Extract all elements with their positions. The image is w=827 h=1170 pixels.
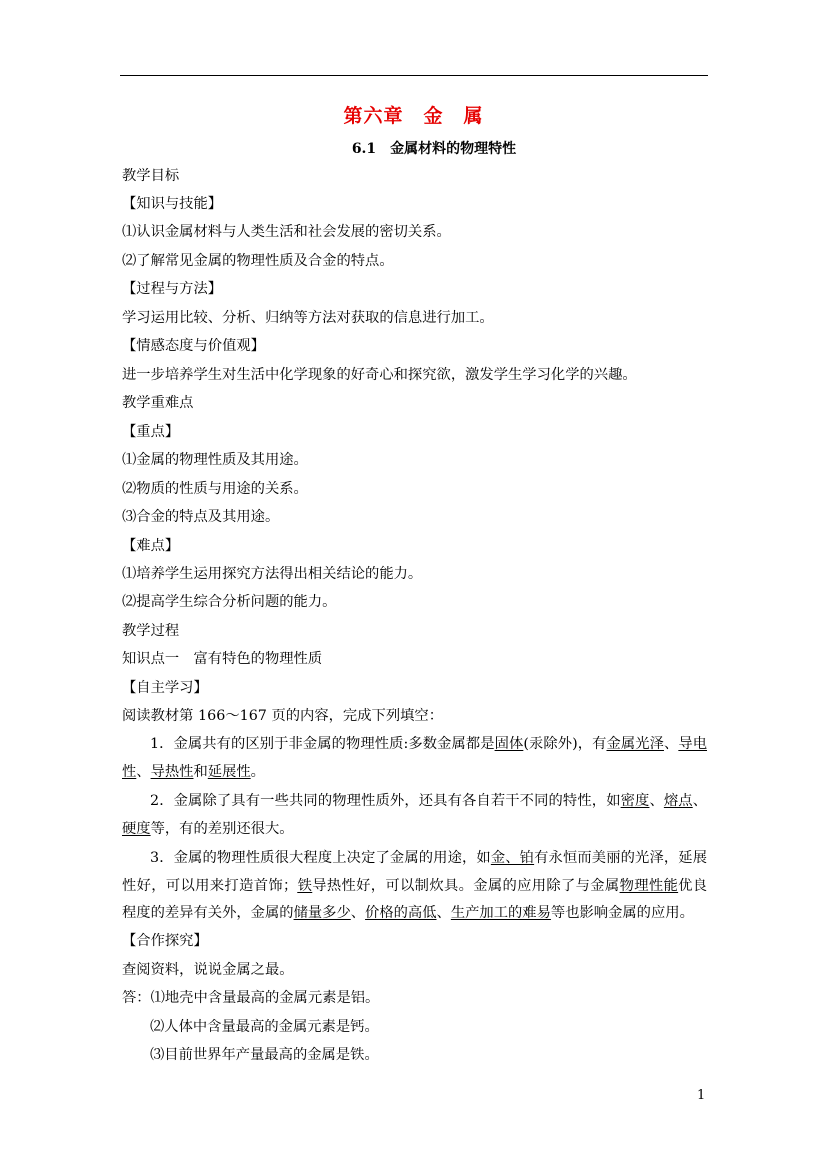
answer-blank: 价格的高低 bbox=[365, 905, 437, 921]
answer-line: ⑶目前世界年产量最高的金属是铁。 bbox=[150, 1047, 379, 1063]
heading-self-study: 【自主学习】 bbox=[122, 680, 208, 696]
difficult-point-item: ⑴培养学生运用探究方法得出相关结论的能力。 bbox=[122, 566, 423, 582]
answer-line: 答：⑴地壳中含量最高的金属元素是铝。 bbox=[122, 990, 380, 1006]
heading-teaching-process: 教学过程 bbox=[122, 623, 180, 639]
goal-item: ⑴认识金属材料与人类生活和社会发展的密切关系。 bbox=[122, 224, 451, 240]
heading-knowledge-point-1: 知识点一 富有特色的物理性质 bbox=[122, 651, 323, 667]
answer-blank: 储量多少 bbox=[293, 905, 351, 921]
goal-item: 学习运用比较、分析、归纳等方法对获取的信息进行加工。 bbox=[122, 310, 494, 326]
section-title: 6.1 金属材料的物理特性 bbox=[351, 141, 517, 157]
answer-blank: 延展性 bbox=[207, 763, 251, 780]
reading-instruction: 阅读教材第 166～167 页的内容，完成下列填空： bbox=[122, 708, 444, 724]
answer-blank: 硬度 bbox=[122, 820, 151, 837]
answer-blank: 铁 bbox=[297, 877, 313, 894]
paragraph-1: 1．金属共有的区别于非金属的物理性质:多数金属都是固体(汞除外)，有金属光泽、导电性、导热性和延展性。 bbox=[122, 736, 708, 780]
heading-cooperative-inquiry: 【合作探究】 bbox=[122, 933, 208, 949]
key-point-item: ⑶合金的特点及其用途。 bbox=[122, 509, 280, 525]
difficult-point-item: ⑵提高学生综合分析问题的能力。 bbox=[122, 594, 337, 610]
answer-blank: 金属光泽 bbox=[606, 736, 664, 752]
answer-blank: 固体 bbox=[494, 736, 524, 752]
heading-difficult-points: 【难点】 bbox=[122, 538, 180, 554]
answer-blank: 金、铂 bbox=[490, 850, 535, 866]
answer-blank: 密度 bbox=[620, 793, 650, 809]
chapter-title: 第六章 金 属 bbox=[343, 105, 484, 127]
key-point-item: ⑵物质的性质与用途的关系。 bbox=[122, 481, 308, 497]
answer-blank: 导热性 bbox=[150, 763, 194, 780]
heading-knowledge-skills: 【知识与技能】 bbox=[122, 196, 223, 212]
heading-key-difficult-points: 教学重难点 bbox=[122, 395, 194, 411]
heading-key-points: 【重点】 bbox=[122, 424, 180, 440]
goal-item: ⑵了解常见金属的物理性质及合金的特点。 bbox=[122, 253, 394, 269]
heading-teaching-goals: 教学目标 bbox=[122, 168, 180, 184]
heading-process-methods: 【过程与方法】 bbox=[122, 281, 223, 297]
answer-blank: 导电性 bbox=[122, 736, 708, 780]
inquiry-question: 查阅资料，说说金属之最。 bbox=[122, 962, 294, 978]
answer-line: ⑵人体中含量最高的金属元素是钙。 bbox=[150, 1019, 379, 1035]
header-rule bbox=[120, 75, 708, 76]
paragraph-2: 2．金属除了具有一些共同的物理性质外，还具有各自若干不同的特性，如密度、熔点、硬度等，有的差别还很大。 bbox=[122, 793, 708, 837]
heading-emotion-values: 【情感态度与价值观】 bbox=[122, 338, 265, 354]
paragraph-3: 3．金属的物理性质很大程度上决定了金属的用途，如金、铂有永恒而美丽的光泽，延展性好，可以用来打造首饰；铁导热性好，可以制炊具。金属的应用除了与金属物理性能优良程度的差异有关外，金属的储量多少、价格的高低、生产加工的难易等也影响金属的应用。 bbox=[122, 850, 708, 921]
answer-blank: 生产加工的难易 bbox=[450, 905, 551, 921]
goal-item: 进一步培养学生对生活中化学现象的好奇心和探究欲，激发学生学习化学的兴趣。 bbox=[122, 367, 637, 383]
answer-blank: 物理性能 bbox=[619, 877, 679, 894]
page-number: 1 bbox=[697, 1088, 706, 1103]
key-point-item: ⑴金属的物理性质及其用途。 bbox=[122, 452, 308, 468]
answer-blank: 熔点 bbox=[663, 793, 693, 809]
